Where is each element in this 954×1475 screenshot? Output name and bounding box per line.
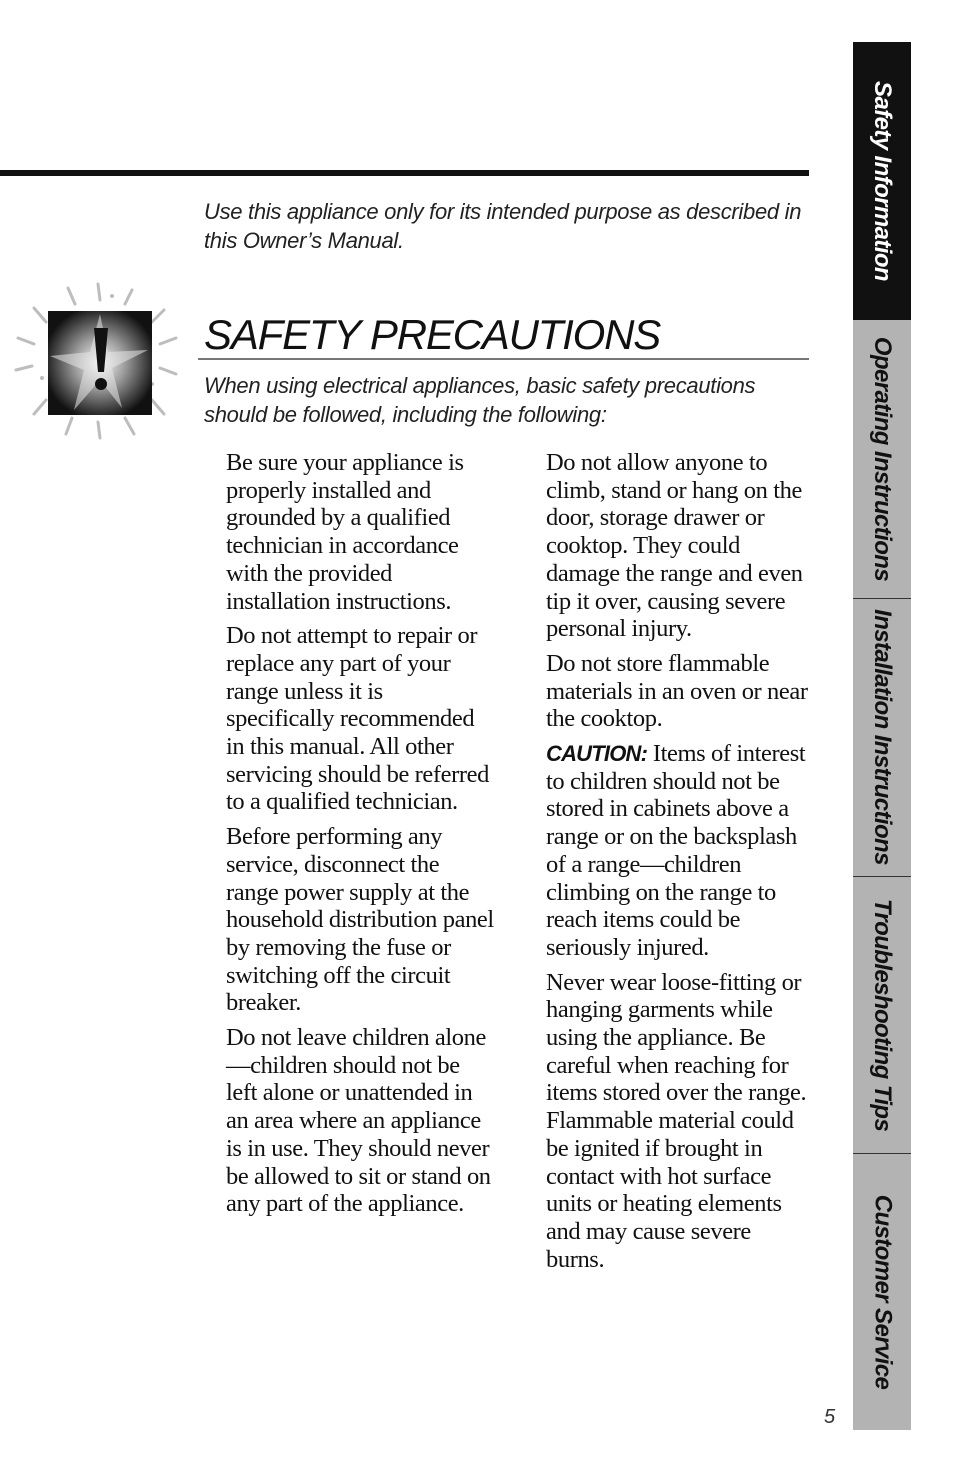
precaution-paragraph: Before performing any service, disconnect the range power supply at the household distribution panel by removing the fuse or switching off the circuit breaker. <box>226 823 494 1017</box>
section-tabs-sidebar <box>853 42 911 1430</box>
tab-installation-instructions[interactable] <box>853 598 911 876</box>
tab-troubleshooting-tips[interactable] <box>853 876 911 1153</box>
precaution-paragraph: Do not store flammable materials in an oven or near the cooktop. <box>546 649 808 733</box>
tab-safety-information[interactable] <box>853 42 911 320</box>
tab-label: Installation Instructions <box>869 609 897 865</box>
precaution-paragraph: Do not allow anyone to climb, stand or hang on the door, storage drawer or cooktop. They could damage the range and even tip it over, causing severe personal injury. <box>546 449 803 643</box>
caution-label: CAUTION: <box>546 741 648 767</box>
caution-text: Items of interest to children should not be stored in cabinets above a range or on the backsplash of a range—children climbing on the range to reach items could be seriously injured. <box>546 740 806 961</box>
tab-label: Operating Instructions <box>869 336 896 582</box>
top-rule <box>0 170 809 176</box>
right-column <box>546 449 808 1280</box>
left-column <box>226 449 494 1225</box>
tab-label: Troubleshooting Tips <box>869 898 897 1131</box>
intro-text: Use this appliance only for its intended purpose as described in this Owner’s Manual. <box>204 199 802 253</box>
subtitle: When using electrical appliances, basic safety precautions should be followed, including the following: <box>204 373 756 427</box>
precaution-paragraph: Never wear loose-fitting or hanging garments while using the appliance. Be careful when reaching for items stored over the range. Flammable material could be ignited if brought in contact with hot surface units or heating elements and may cause severe burns. <box>546 968 807 1273</box>
caution-paragraph <box>546 740 808 962</box>
tab-customer-service[interactable] <box>853 1153 911 1430</box>
tab-operating-instructions[interactable] <box>853 320 911 598</box>
precaution-paragraph: Do not leave children alone—children should not be left alone or unattended in an area where an appliance is in use. They should never be allowed to sit or stand on any part of the appliance. <box>226 1024 491 1218</box>
title-rule <box>198 358 809 360</box>
exclamation-warning-burst-icon <box>12 280 182 445</box>
precaution-paragraph: Be sure your appliance is properly installed and grounded by a qualified technician in accordance with the provided installation instructions. <box>226 449 464 615</box>
page-number: 5 <box>824 1406 836 1428</box>
precaution-paragraph: Do not attempt to repair or replace any part of your range unless it is specifically recommended in this manual. All other servicing should be referred to a qualified technician. <box>226 622 489 816</box>
tab-label: Safety Information <box>869 81 896 281</box>
page-title: SAFETY PRECAUTIONS <box>204 311 661 358</box>
tab-label: Customer Service <box>869 1194 896 1389</box>
